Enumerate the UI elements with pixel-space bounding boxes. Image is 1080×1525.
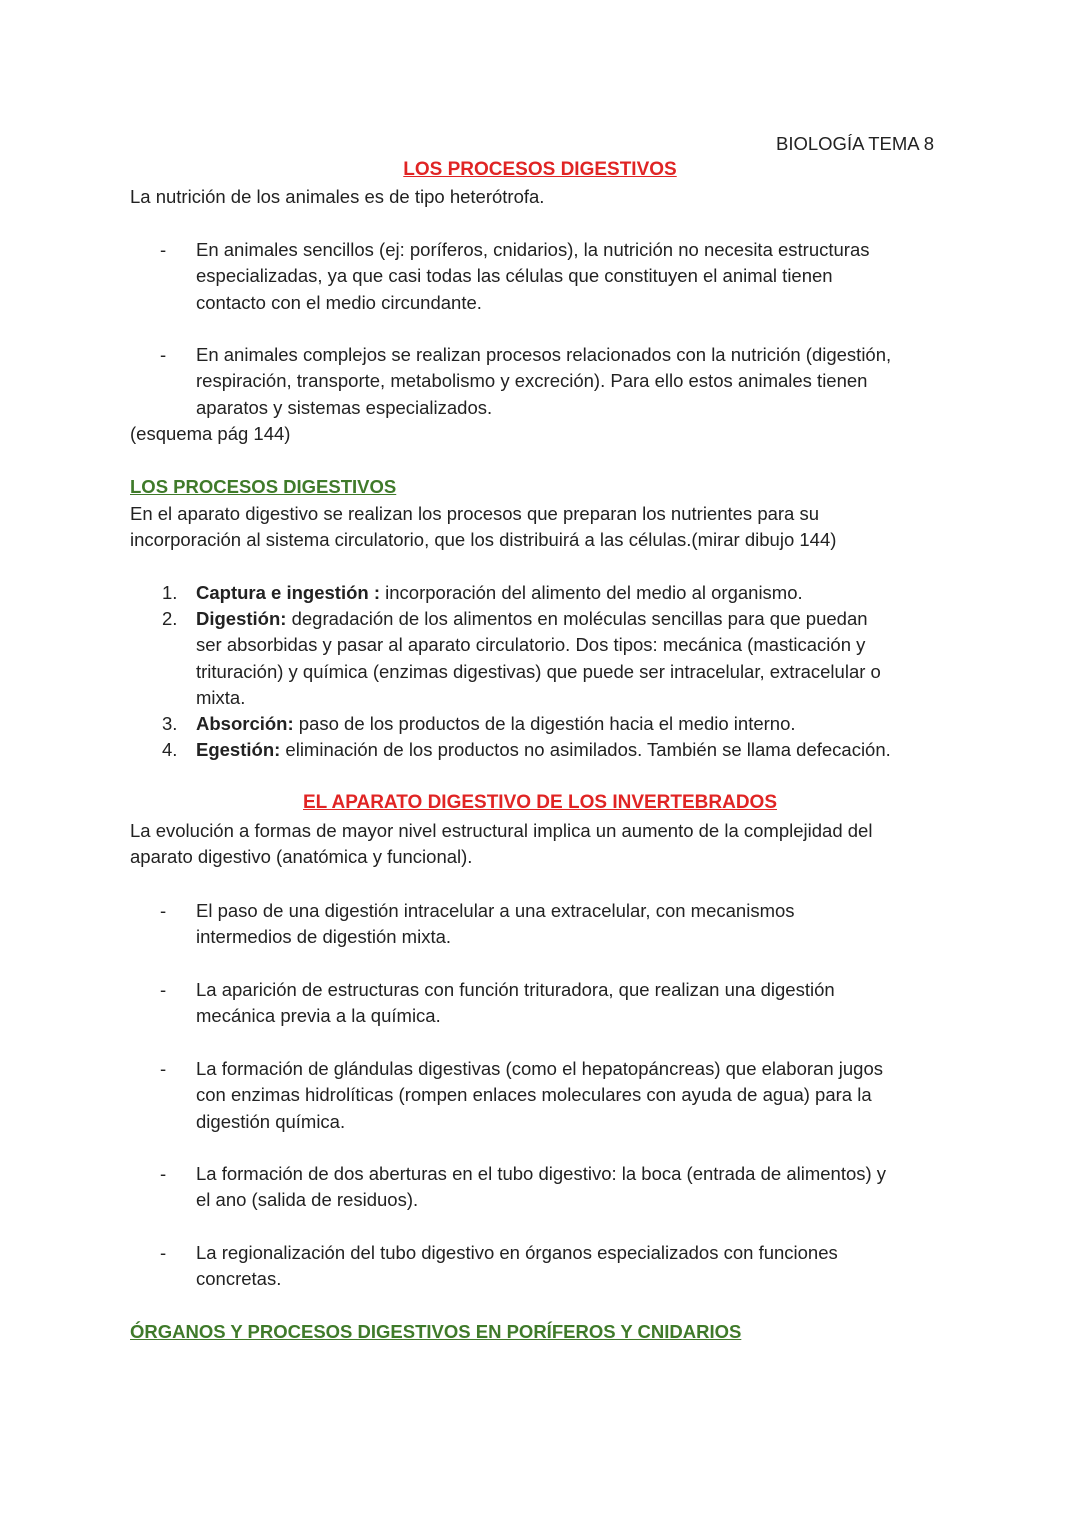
step-text: ser absorbidas y pasar al aparato circulatorio. Dos tipos: mecánica (masticación y <box>196 634 866 656</box>
step-number: 2. <box>162 608 178 629</box>
bullet-line: intermedios de digestión mixta. <box>196 926 452 948</box>
bullet-line: La formación de dos aberturas en el tubo digestivo: la boca (entrada de alimentos) y <box>196 1163 887 1184</box>
invertebrados-intro-line: La evolución a formas de mayor nivel estructural implica un aumento de la complejidad del <box>130 820 873 841</box>
step-number: 3. <box>162 713 178 734</box>
bullet-line: La aparición de estructuras con función trituradora, que realizan una digestión <box>196 979 835 1000</box>
subsection-title-procesos: LOS PROCESOS DIGESTIVOS <box>130 476 397 497</box>
bullet-dash: - <box>160 900 167 921</box>
bullet-line: En animales complejos se realizan procesos relacionados con la nutrición (digestión, <box>196 344 892 365</box>
step-text: trituración) y química (enzimas digestivas) que puede ser intracelular, extracelular o <box>196 660 881 682</box>
step-text: degradación de los alimentos en moléculas sencillas para que puedan <box>286 608 868 629</box>
bullet-dash: - <box>160 979 167 1000</box>
bullet-line: En animales sencillos (ej: poríferos, cnidarios), la nutrición no necesita estructuras <box>196 239 870 260</box>
bullet-line: mecánica previa a la química. <box>196 1005 441 1027</box>
subsection-title-poriferos-cnidarios: ÓRGANOS Y PROCESOS DIGESTIVOS EN PORÍFEROS Y CNIDARIOS <box>130 1321 742 1342</box>
bullet-line: La regionalización del tubo digestivo en órganos especializados con funciones <box>196 1242 838 1263</box>
bullet-line: digestión química. <box>196 1110 346 1132</box>
bullet-dash: - <box>160 1163 167 1184</box>
bullet-line: especializadas, ya que casi todas las células que constituyen el animal tienen <box>196 265 833 287</box>
bullet-dash: - <box>160 239 167 260</box>
procesos-intro-line: En el aparato digestivo se realizan los procesos que preparan los nutrientes para su <box>130 503 820 524</box>
bullet-line: el ano (salida de residuos). <box>196 1189 419 1211</box>
bullet-line: aparatos y sistemas especializados. <box>196 396 493 418</box>
bullet-dash: - <box>160 344 167 365</box>
bullet-line: El paso de una digestión intracelular a una extracelular, con mecanismos <box>196 900 795 921</box>
procesos-intro-line: incorporación al sistema circulatorio, que los distribuirá a las células.(mirar dibujo 144) <box>130 529 837 550</box>
invertebrados-intro-line: aparato digestivo (anatómica y funcional). <box>130 846 473 867</box>
topic-header: BIOLOGÍA TEMA 8 <box>776 133 934 154</box>
section-title-invertebrados: EL APARATO DIGESTIVO DE LOS INVERTEBRADOS <box>303 792 777 813</box>
step-text: incorporación del alimento del medio al organismo. <box>380 582 803 603</box>
step-term: Digestión: <box>196 608 287 629</box>
bullet-line: contacto con el medio circundante. <box>196 291 482 313</box>
step-term: Absorción: <box>196 713 294 734</box>
step-text: mixta. <box>196 687 246 709</box>
bullet-line: con enzimas hidrolíticas (rompen enlaces moleculares con ayuda de agua) para la <box>196 1084 872 1106</box>
bullet-line: respiración, transporte, metabolismo y excreción). Para ello estos animales tienen <box>196 370 868 392</box>
step-number: 4. <box>162 739 178 760</box>
step-term: Egestión: <box>196 739 281 760</box>
step-text: paso de los productos de la digestión hacia el medio interno. <box>293 713 796 734</box>
bullet-dash: - <box>160 1058 167 1079</box>
bullet-dash: - <box>160 1242 167 1263</box>
intro-paragraph: La nutrición de los animales es de tipo heterótrofa. <box>130 186 545 207</box>
section-title-procesos: LOS PROCESOS DIGESTIVOS <box>403 159 677 180</box>
bullet-line: concretas. <box>196 1268 282 1290</box>
step-text: eliminación de los productos no asimilados. También se llama defecación. <box>280 739 891 760</box>
step-term: Captura e ingestión : <box>196 582 380 603</box>
schema-note: (esquema pág 144) <box>130 423 291 444</box>
bullet-line: La formación de glándulas digestivas (como el hepatopáncreas) que elaboran jugos <box>196 1058 883 1079</box>
step-number: 1. <box>162 582 178 603</box>
